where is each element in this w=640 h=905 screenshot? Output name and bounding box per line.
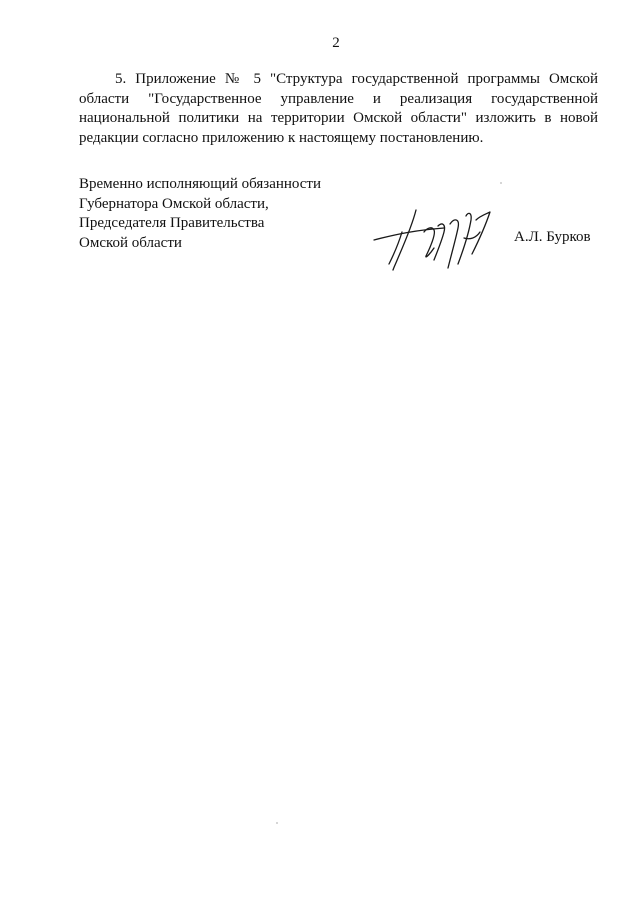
body-paragraph: 5. Приложение № 5 "Структура государственной программы Омской области "Государственное управление и реализация государственной национальной политики на территории Омской области" изложить в новой редакции согласно приложению к настоящему постановлению. [79, 71, 598, 146]
scan-speck [500, 182, 502, 184]
page-number: 2 [332, 35, 340, 51]
signer-position [79, 175, 359, 253]
signer-position-line-3: Председателя Правительства [79, 215, 265, 231]
signer-position-line-1: Временно исполняющий обязанности [79, 176, 322, 192]
signatory-name: А.Л. Бурков [514, 229, 591, 245]
scan-speck [276, 822, 278, 824]
handwritten-signature [372, 204, 497, 274]
signer-position-line-4: Омской области [79, 234, 182, 251]
signer-position-line-2: Губернатора Омской области, [79, 195, 269, 212]
